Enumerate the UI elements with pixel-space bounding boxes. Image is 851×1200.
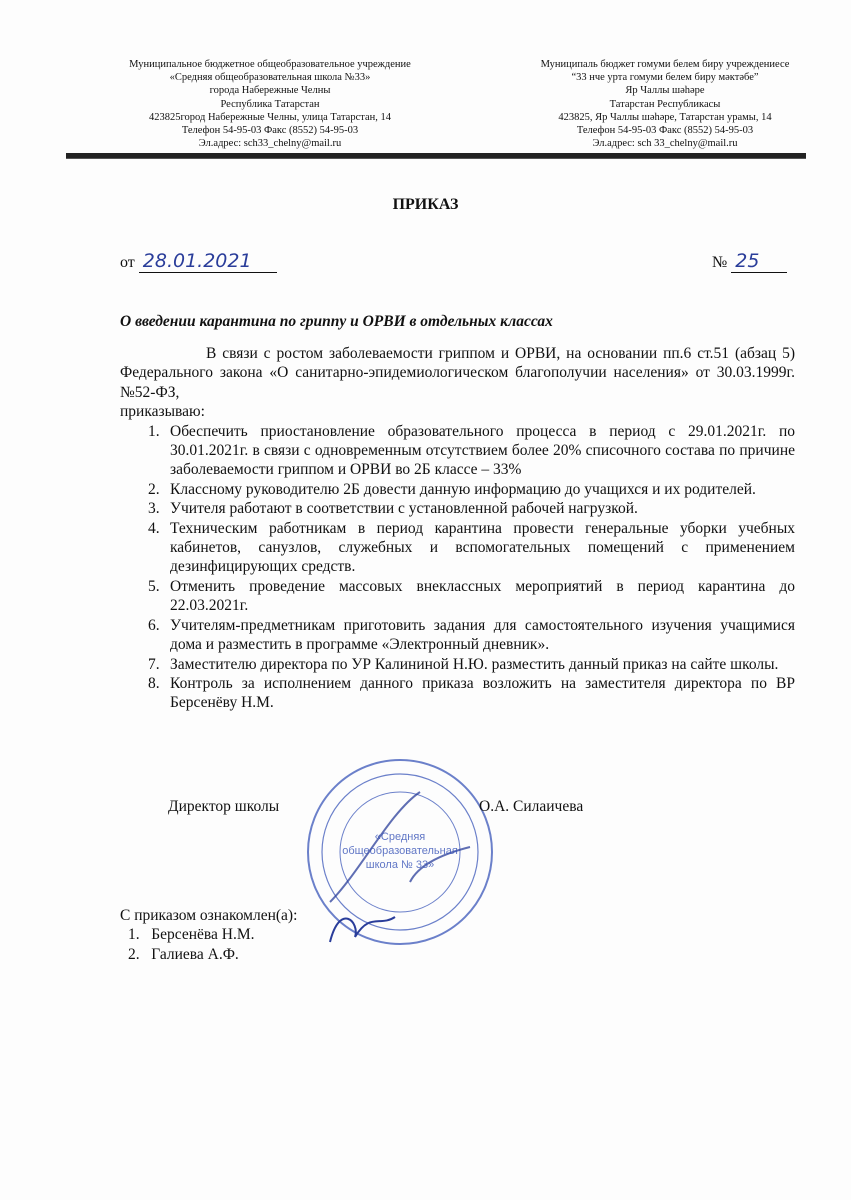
school-stamp	[300, 752, 500, 952]
header-line: Республика Татарстан	[220, 98, 320, 110]
item-number: 3.	[148, 500, 160, 518]
number-label: №	[712, 254, 728, 271]
item-number: 2.	[128, 945, 140, 963]
number-value: 25	[735, 250, 760, 272]
item-number: 5.	[148, 577, 160, 595]
list-item	[120, 616, 795, 655]
header-line: 423825город Набережные Челны, улица Татарстан, 14	[149, 111, 391, 123]
item-text: Контроль за исполнением данного приказа возложить на заместителя директора по ВР Берсенёву Н.М.	[170, 674, 795, 712]
stamp-line: школа № 33»	[365, 859, 435, 871]
item-number: 2.	[148, 480, 160, 498]
header-line: Татарстан Республикасы	[609, 98, 721, 110]
header-line: Яр Чаллы шәһәре	[625, 85, 705, 97]
item-number: 8.	[148, 674, 160, 692]
item-number: 4.	[148, 519, 160, 537]
number-line	[712, 250, 787, 273]
list-item	[120, 577, 795, 616]
order-subject: О введении карантина по гриппу и ОРВИ в отдельных классах	[120, 313, 553, 330]
header-line: Телефон 54-95-03 Факс (8552) 54-95-03	[576, 125, 754, 137]
item-text: Заместителю директора по УР Калининой Н.Ю. разместить данный приказ на сайте школы.	[170, 655, 779, 673]
item-text: Классному руководителю 2Б довести данную информацию до учащихся и их родителей.	[170, 480, 756, 498]
header-left-russian	[105, 58, 435, 150]
header-line: Телефон 54-95-03 Факс (8552) 54-95-03	[181, 125, 359, 137]
date-label: от	[120, 254, 135, 271]
ack-person: Галиева А.Ф.	[151, 945, 239, 963]
list-item	[120, 655, 795, 674]
header-line: «Средняя общеобразовательная школа №33»	[169, 72, 371, 84]
header-divider	[66, 153, 806, 159]
list-item	[120, 422, 795, 480]
header-line: 423825, Яр Чаллы шәһәре, Татарстан урамы, 14	[558, 111, 772, 123]
header-right-tatar	[500, 58, 830, 150]
header-line: “33 нче урта гомуми белем биру мәктәбе”	[571, 72, 759, 84]
signature-block	[168, 798, 608, 816]
preamble: В связи с ростом заболеваемости гриппом и ОРВИ, на основании пп.6 ст.51 (абзац 5) Федерального закона «О санитарно-эпидемиологическом благополучии населения» от 30.03.1999г. №52-ФЗ,	[120, 345, 795, 401]
item-number: 7.	[148, 655, 160, 673]
item-number: 1.	[148, 422, 160, 440]
ack-person: Берсенёва Н.М.	[151, 926, 255, 944]
acknowledgement	[120, 906, 297, 964]
order-body	[120, 344, 795, 713]
item-text: Учителя работают в соответствии с установленной рабочей нагрузкой.	[170, 500, 638, 518]
item-text: Техническим работникам в период карантина провести генеральные уборки учебных кабинетов, санузлов, служебных и вспомогательных помещений с применением дезинфицирующих средств.	[170, 519, 795, 576]
document-title: ПРИКАЗ	[392, 196, 459, 213]
header-email: Эл.адрес: sch33_chelny@mail.ru	[198, 138, 342, 150]
item-text: Обеспечить приостановление образовательного процесса в период с 29.01.2021г. по 30.01.2021г. в связи с одновременным отсутствием более 20% списочного состава по причине заболеваемости гриппом и ОРВИ во 2Б классе – 33%	[170, 422, 795, 479]
list-item	[120, 519, 795, 577]
list-item	[120, 674, 795, 713]
list-item	[120, 499, 795, 518]
item-number: 6.	[148, 616, 160, 634]
order-word: приказываю:	[120, 403, 205, 421]
list-item	[120, 480, 795, 499]
header-line: Муниципальное бюджетное общеобразовательное учреждение	[129, 59, 411, 70]
header-email: Эл.адрес: sch 33_chelny@mail.ru	[592, 138, 738, 150]
ack-label: С приказом ознакомлен(а):	[120, 907, 298, 924]
header-line: Муниципаль бюджет гомуми белем биру учреждениесе	[540, 59, 790, 70]
date-value: 28.01.2021	[142, 250, 252, 272]
signer-name: О.А. Силаичева	[479, 798, 584, 815]
order-items	[120, 422, 795, 713]
item-text: Учителям-предметникам приготовить задания для самостоятельного изучения учащимися дома и разместить в программе «Электронный дневник».	[170, 616, 795, 654]
date-line	[120, 250, 277, 273]
signer-role: Директор школы	[168, 798, 280, 815]
item-number: 1.	[128, 926, 140, 944]
item-text: Отменить проведение массовых внеклассных мероприятий в период карантина до 22.03.2021г.	[170, 577, 795, 615]
stamp-line: общеобразовательная	[342, 845, 458, 857]
stamp-line: «Средняя	[374, 831, 426, 843]
header-line: города Набережные Челны	[209, 85, 331, 97]
